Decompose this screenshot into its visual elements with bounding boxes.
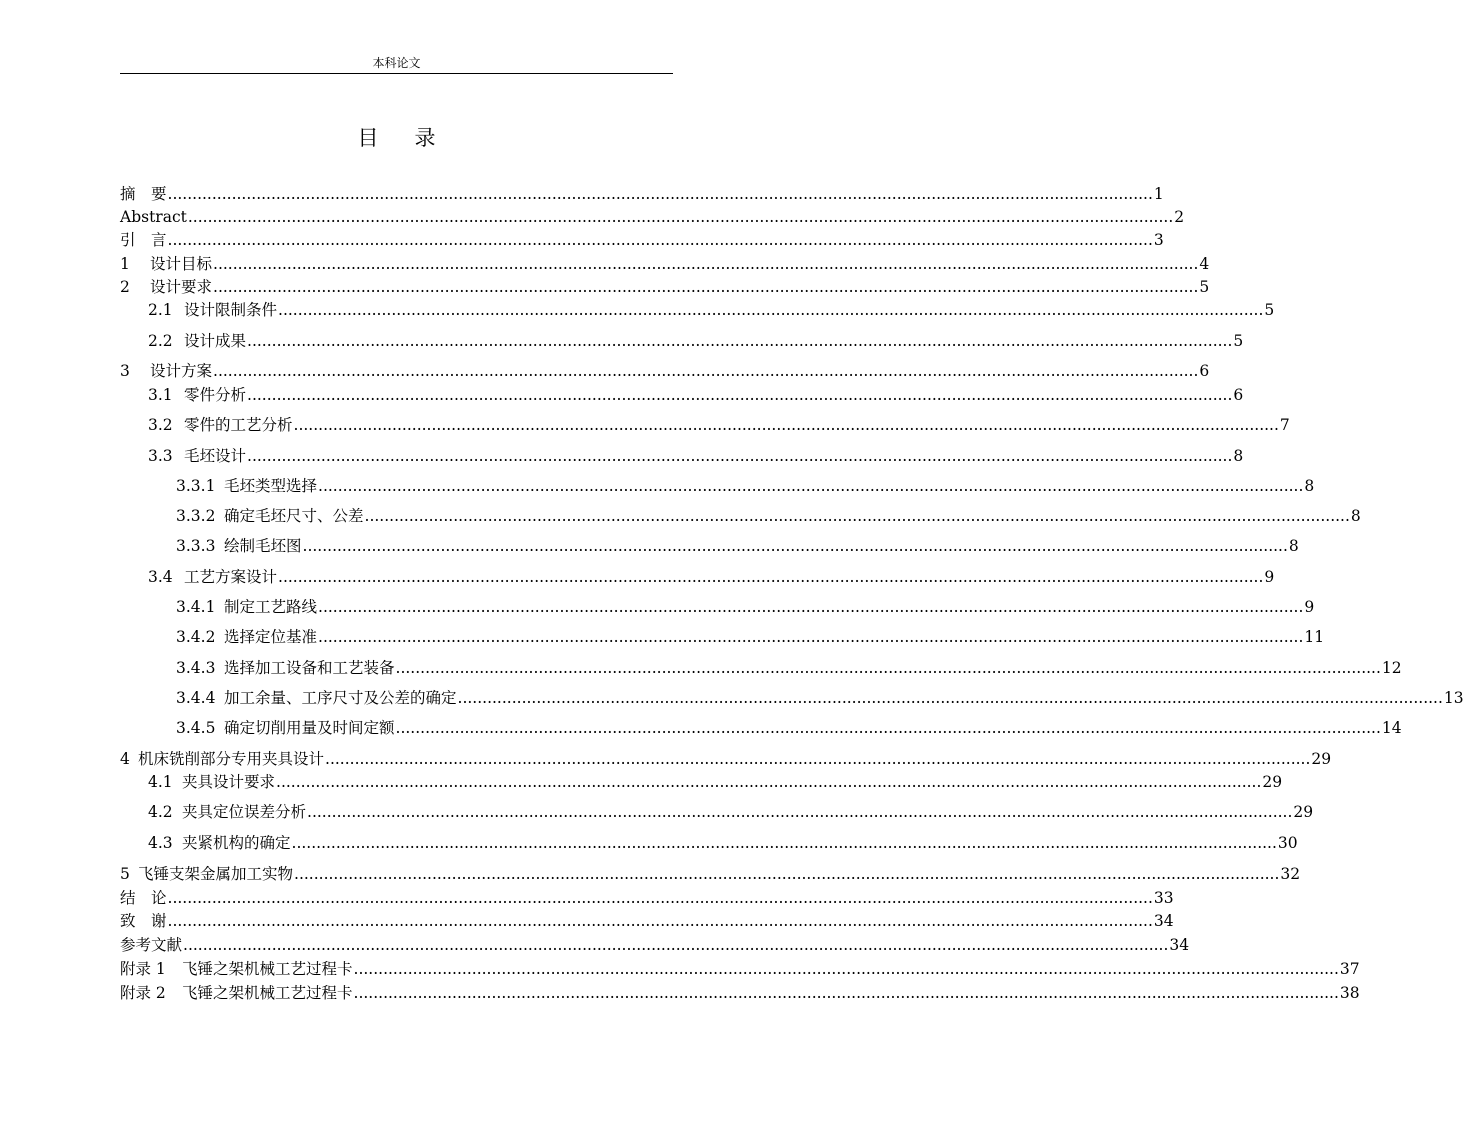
toc-entry-text: 零件的工艺分析: [184, 416, 293, 434]
toc-entry[interactable]: [120, 273, 1210, 297]
toc-leader: ........................................................................................................................................................................................................: [213, 278, 1199, 296]
toc-entry-page: 29: [1293, 803, 1314, 821]
toc-entry-number: 3.3.2: [176, 507, 216, 525]
toc-entry[interactable]: [120, 955, 1360, 979]
toc-entry[interactable]: [120, 979, 1360, 1003]
toc-entry-text: 毛坯设计: [184, 447, 247, 465]
toc-entry-text: 夹具定位误差分析: [182, 803, 307, 821]
toc-entry-text: 引 言: [120, 231, 167, 249]
toc-entry[interactable]: [148, 411, 1290, 435]
page-header: 本科论文: [372, 56, 421, 70]
toc-entry-number: 3.4.1: [176, 598, 216, 616]
toc-entry[interactable]: [176, 593, 1315, 617]
toc-entry-text: 制定工艺路线: [224, 598, 318, 616]
toc-entry-page: 8: [1350, 507, 1361, 525]
toc-leader: ........................................................................................................................................................................................................: [247, 447, 1233, 465]
toc-leader: ........................................................................................................................................................................................................: [167, 889, 1153, 907]
toc-entry-number: 3.3.3: [176, 537, 216, 555]
toc-entry[interactable]: [176, 714, 1402, 738]
toc-entry-page: 8: [1304, 477, 1315, 495]
toc-entry[interactable]: [176, 654, 1402, 678]
toc-entry-text: 加工余量、工序尺寸及公差的确定: [224, 689, 457, 707]
toc-entry-number: 2.1: [148, 301, 173, 319]
toc-entry-text: 选择加工设备和工艺装备: [224, 659, 395, 677]
toc-leader: ........................................................................................................................................................................................................: [353, 984, 1339, 1002]
toc-entry[interactable]: [120, 860, 1301, 884]
toc-entry-text: 夹具设计要求: [182, 773, 276, 791]
toc-title-right: 录: [414, 126, 436, 150]
toc-entry[interactable]: [176, 623, 1325, 647]
toc-entry-page: 34: [1169, 936, 1190, 954]
toc-entry-page: 37: [1339, 960, 1360, 978]
toc-entry-text: 致 谢: [120, 912, 167, 930]
toc-entry-page: 11: [1304, 628, 1325, 646]
toc-entry-text: 机床铣削部分专用夹具设计: [138, 750, 325, 768]
toc-entry-text: 零件分析: [184, 386, 247, 404]
toc-entry-number: 4: [120, 750, 130, 768]
toc-entry-number: 3.4.5: [176, 719, 216, 737]
toc-leader: ........................................................................................................................................................................................................: [167, 912, 1153, 930]
toc-entry[interactable]: [148, 442, 1244, 466]
toc-entry-number: 4.2: [148, 803, 173, 821]
toc-leader: ........................................................................................................................................................................................................: [183, 936, 1169, 954]
toc-entry-text: 摘 要: [120, 185, 167, 203]
toc-entry[interactable]: [176, 472, 1315, 496]
toc-entry-text: 绘制毛坯图: [224, 537, 302, 555]
toc-entry-number: 3.1: [148, 386, 173, 404]
toc-entry[interactable]: [148, 327, 1244, 351]
toc-leader: ........................................................................................................................................................................................................: [167, 185, 1153, 203]
toc-entry-text: 飞锤之架机械工艺过程卡: [182, 960, 353, 978]
toc-leader: ........................................................................................................................................................................................................: [318, 477, 1304, 495]
toc-leader: ........................................................................................................................................................................................................: [325, 750, 1311, 768]
toc-entry-text: 设计成果: [184, 332, 247, 350]
toc-entry-text: 设计目标: [150, 255, 213, 273]
toc-entry-text: 选择定位基准: [224, 628, 318, 646]
toc-entry[interactable]: [120, 180, 1164, 204]
toc-entry-number: 3.3: [148, 447, 173, 465]
toc-entry[interactable]: [148, 829, 1298, 853]
toc-entry-number: 3.3.1: [176, 477, 216, 495]
toc-entry-text: 结 论: [120, 889, 167, 907]
toc-leader: ........................................................................................................................................................................................................: [291, 834, 1277, 852]
toc-leader: ........................................................................................................................................................................................................: [293, 416, 1279, 434]
toc-entry[interactable]: [148, 768, 1283, 792]
toc-entry-page: 6: [1199, 362, 1210, 380]
toc-entry-text: 飞锤支架金属加工实物: [138, 865, 294, 883]
toc-leader: ........................................................................................................................................................................................................: [353, 960, 1339, 978]
toc-entry-number: 3.4: [148, 568, 173, 586]
toc-entry-page: 38: [1339, 984, 1360, 1002]
toc-entry-number: 3.4.4: [176, 689, 216, 707]
toc-entry-page: 29: [1311, 750, 1332, 768]
toc-leader: ........................................................................................................................................................................................................: [213, 362, 1199, 380]
toc-entry[interactable]: [120, 907, 1174, 931]
toc-leader: ........................................................................................................................................................................................................: [302, 537, 1288, 555]
toc-entry[interactable]: [120, 884, 1174, 908]
toc-entry-page: 30: [1277, 834, 1298, 852]
toc-entry-text: 设计方案: [150, 362, 213, 380]
toc-entry-page: 1: [1153, 185, 1164, 203]
toc-entry-page: 29: [1262, 773, 1283, 791]
toc-entry-number: 3.4.3: [176, 659, 216, 677]
toc-entry-page: 12: [1381, 659, 1402, 677]
toc-entry-text: 工艺方案设计: [184, 568, 278, 586]
toc-entry[interactable]: [120, 226, 1164, 250]
toc-entry[interactable]: [148, 296, 1275, 320]
toc-entry-text: 确定切削用量及时间定额: [224, 719, 395, 737]
toc-entry[interactable]: [176, 502, 1361, 526]
toc-leader: ........................................................................................................................................................................................................: [395, 659, 1381, 677]
toc-entry[interactable]: [120, 250, 1210, 274]
toc-entry-number: 3.2: [148, 416, 173, 434]
toc-entry[interactable]: [120, 203, 1185, 227]
toc-leader: ........................................................................................................................................................................................................: [395, 719, 1381, 737]
toc-leader: ........................................................................................................................................................................................................: [276, 773, 1262, 791]
toc-leader: ........................................................................................................................................................................................................: [247, 386, 1233, 404]
toc-entry-text: Abstract: [120, 208, 187, 226]
toc-entry-page: 8: [1233, 447, 1244, 465]
toc-entry-page: 5: [1233, 332, 1244, 350]
toc-entry[interactable]: [120, 357, 1210, 381]
toc-entry-page: 4: [1199, 255, 1210, 273]
toc-entry-page: 8: [1288, 537, 1299, 555]
toc-entry-page: 14: [1381, 719, 1402, 737]
toc-entry-text: 参考文献: [120, 936, 183, 954]
toc-entry[interactable]: [148, 798, 1314, 822]
toc-entry-page: 33: [1153, 889, 1174, 907]
toc-entry-page: 13: [1443, 689, 1464, 707]
toc-entry-page: 6: [1233, 386, 1244, 404]
toc-entry-text: 毛坯类型选择: [224, 477, 318, 495]
toc-leader: ........................................................................................................................................................................................................: [457, 689, 1443, 707]
toc-entry-page: 3: [1153, 231, 1164, 249]
toc-entry[interactable]: [120, 745, 1332, 769]
toc-entry[interactable]: [176, 532, 1299, 556]
toc-entry-text: 飞锤之架机械工艺过程卡: [182, 984, 353, 1002]
toc-entry-text: 确定毛坯尺寸、公差: [224, 507, 364, 525]
toc-entry-page: 34: [1153, 912, 1174, 930]
toc-entry-number: 附录 2: [120, 984, 166, 1002]
toc-entry-text: 设计限制条件: [184, 301, 278, 319]
toc-entry-page: 7: [1279, 416, 1290, 434]
toc-entry-text: 设计要求: [150, 278, 213, 296]
toc-leader: ........................................................................................................................................................................................................: [247, 332, 1233, 350]
toc-leader: ........................................................................................................................................................................................................: [187, 208, 1174, 226]
toc-entry-page: 5: [1199, 278, 1210, 296]
toc-entry-number: 3.4.2: [176, 628, 216, 646]
toc-entry-number: 附录 1: [120, 960, 166, 978]
toc-leader: ........................................................................................................................................................................................................: [278, 568, 1264, 586]
toc-entry-page: 9: [1304, 598, 1315, 616]
toc-entry-page: 2: [1174, 208, 1185, 226]
toc-entry-number: 4.1: [148, 773, 173, 791]
toc-leader: ........................................................................................................................................................................................................: [213, 255, 1199, 273]
toc-entry-number: 5: [120, 865, 130, 883]
toc-entry-number: 4.3: [148, 834, 173, 852]
toc-leader: ........................................................................................................................................................................................................: [278, 301, 1264, 319]
toc-title-left: 目: [357, 126, 379, 150]
toc-leader: ........................................................................................................................................................................................................: [307, 803, 1293, 821]
toc-entry[interactable]: [148, 563, 1275, 587]
toc-entry-page: 9: [1264, 568, 1275, 586]
toc-entry-number: 1: [120, 255, 130, 273]
toc-entry[interactable]: [120, 931, 1190, 955]
toc-entry-page: 32: [1280, 865, 1301, 883]
toc-leader: ........................................................................................................................................................................................................: [318, 598, 1304, 616]
toc-entry-text: 夹紧机构的确定: [182, 834, 291, 852]
toc-entry-number: 3: [120, 362, 130, 380]
toc-entry-number: 2.2: [148, 332, 173, 350]
toc-entry-number: 2: [120, 278, 130, 296]
toc-leader: ........................................................................................................................................................................................................: [294, 865, 1280, 883]
toc-entry[interactable]: [176, 684, 1464, 708]
toc-entry[interactable]: [148, 381, 1244, 405]
toc-leader: ........................................................................................................................................................................................................: [364, 507, 1350, 525]
toc-entry-page: 5: [1264, 301, 1275, 319]
toc-leader: ........................................................................................................................................................................................................: [167, 231, 1153, 249]
toc-leader: ........................................................................................................................................................................................................: [318, 628, 1304, 646]
